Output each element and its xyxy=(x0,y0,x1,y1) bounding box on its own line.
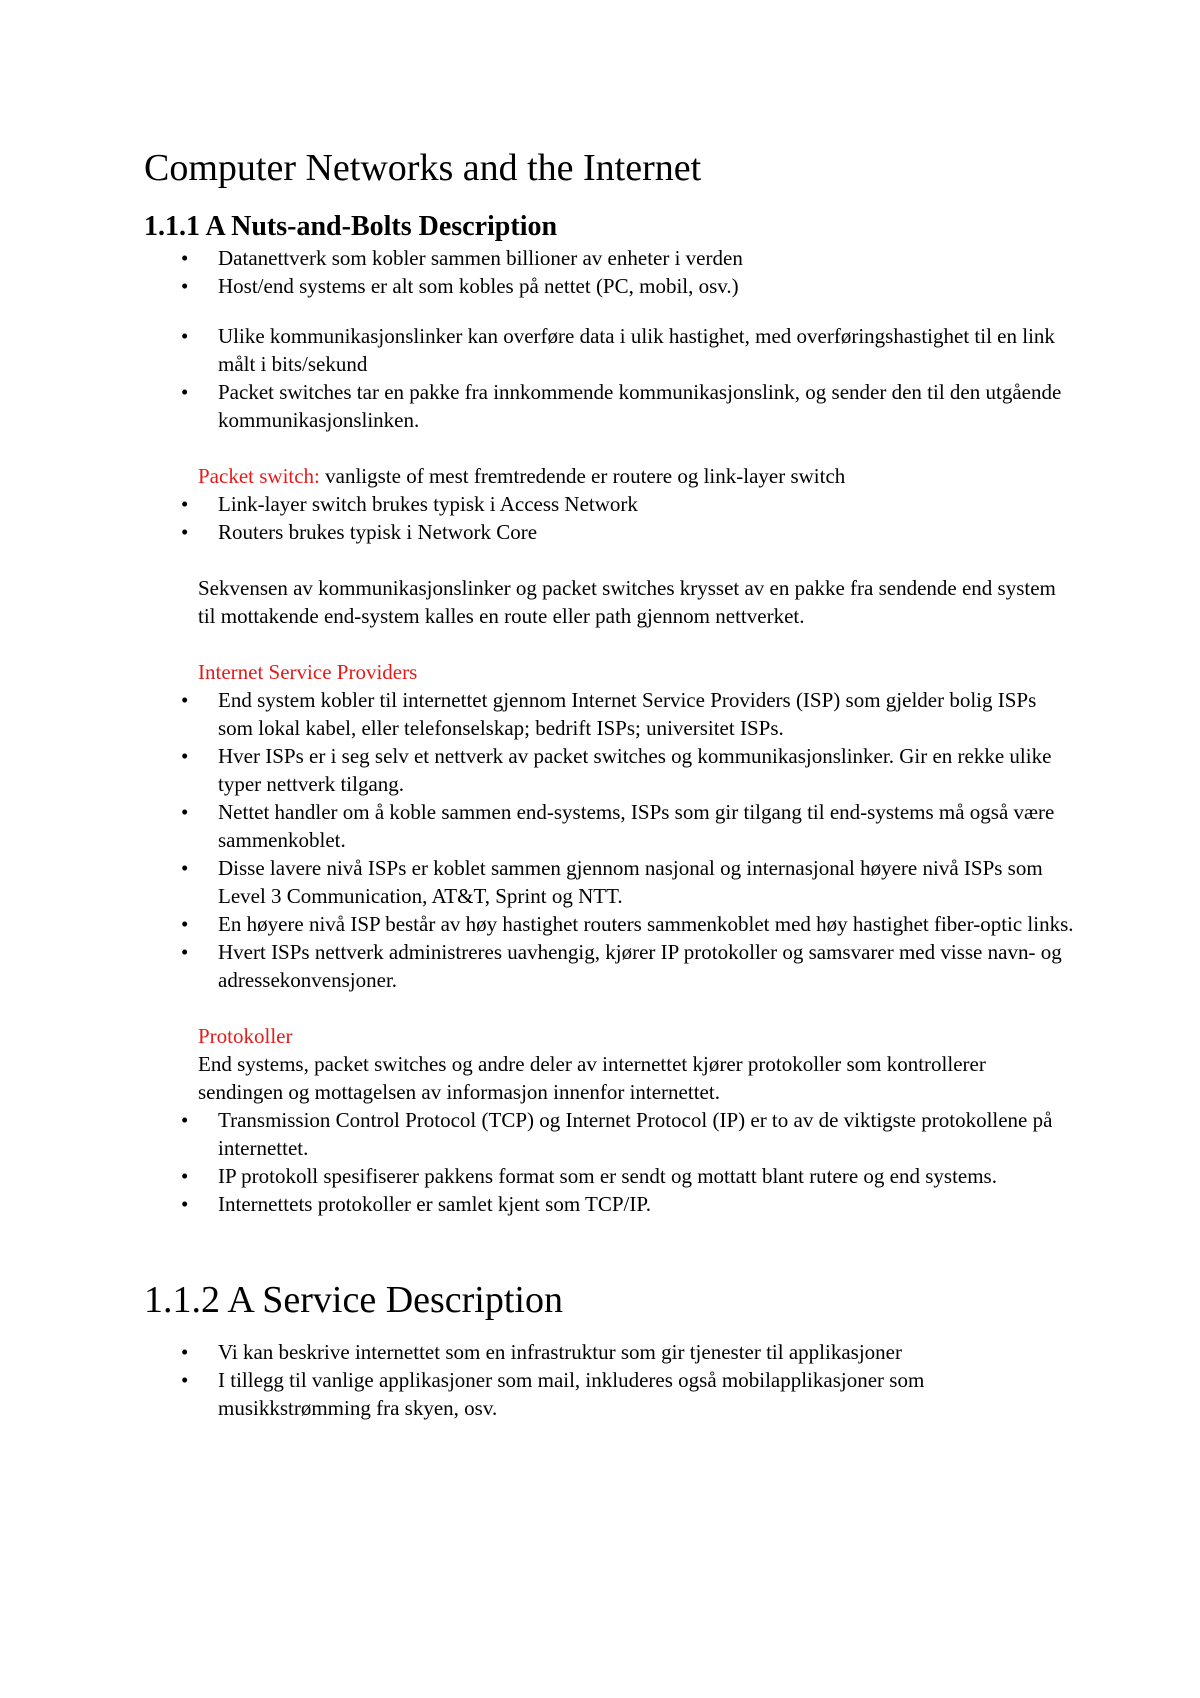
list-item xyxy=(144,910,1074,938)
bullet-icon: • xyxy=(181,492,189,516)
bullet-icon: • xyxy=(181,1192,189,1216)
spacer xyxy=(144,546,1074,574)
list-item xyxy=(144,1162,1074,1190)
section-heading-1-1-2: 1.1.2 A Service Description xyxy=(144,1279,563,1321)
bullet-icon: • xyxy=(181,380,189,404)
list-item xyxy=(144,1190,1074,1218)
page-title: Computer Networks and the Internet xyxy=(144,147,702,189)
spacer xyxy=(144,434,1074,462)
list-item xyxy=(144,1338,1074,1366)
bullet-icon: • xyxy=(181,744,189,768)
protocol-paragraph: End systems, packet switches og andre deler av internettet kjører protokoller som kontrollerer sendingen og mottagelsen av informasjon innenfor internettet. xyxy=(198,1052,986,1104)
list-item-text: Vi kan beskrive internettet som en infrastruktur som gir tjenester til applikasjoner xyxy=(218,1340,902,1364)
list-item-text: Nettet handler om å koble sammen end-systems, ISPs som gir tilgang til end-systems må også være sammenkoblet. xyxy=(218,800,1055,852)
bullet-icon: • xyxy=(181,274,189,298)
packet-switch-text: vanligste of mest fremtredende er routere og link-layer switch xyxy=(319,464,846,488)
bullet-icon: • xyxy=(181,856,189,880)
bullet-icon: • xyxy=(181,1368,189,1392)
list-item xyxy=(144,686,1074,742)
list-item xyxy=(144,272,1074,300)
bullet-icon: • xyxy=(181,520,189,544)
list-item xyxy=(144,1106,1074,1162)
spacer xyxy=(144,630,1074,658)
list-item-text: Packet switches tar en pakke fra innkommende kommunikasjonslink, og sender den til den utgående kommunikasjonslinken. xyxy=(218,380,1062,432)
list-item-text: Ulike kommunikasjonslinker kan overføre data i ulik hastighet, med overføringshastighet til en link målt i bits/sekund xyxy=(218,324,1055,376)
bullet-icon: • xyxy=(181,912,189,936)
spacer xyxy=(144,300,1074,322)
bullet-icon: • xyxy=(181,324,189,348)
list-item-text: Hver ISPs er i seg selv et nettverk av packet switches og kommunikasjonslinker. Gir en rekke ulike typer nettverk tilgang. xyxy=(218,744,1052,796)
list-item xyxy=(144,854,1074,910)
bullet-icon: • xyxy=(181,688,189,712)
list-item-text: IP protokoll spesifiserer pakkens format som er sendt og mottatt blant rutere og end systems. xyxy=(218,1164,997,1188)
bullet-icon: • xyxy=(181,800,189,824)
spacer xyxy=(144,1218,1074,1276)
bullet-list-isp xyxy=(144,686,1074,994)
bullet-list-service xyxy=(144,1338,1074,1422)
document-content xyxy=(144,138,1074,1422)
bullet-list-intro xyxy=(144,244,1074,300)
list-item-text: Host/end systems er alt som kobles på nettet (PC, mobil, osv.) xyxy=(218,274,739,298)
list-item-text: Datanettverk som kobler sammen billioner av enheter i verden xyxy=(218,246,743,270)
isp-label: Internet Service Providers xyxy=(198,660,418,684)
bullet-icon: • xyxy=(181,1164,189,1188)
list-item-text: End system kobler til internettet gjennom Internet Service Providers (ISP) som gjelder bolig ISPs som lokal kabel, eller telefonselskap; bedrift ISPs; universitet ISPs. xyxy=(218,688,1037,740)
bullet-icon: • xyxy=(181,1340,189,1364)
list-item xyxy=(144,938,1074,994)
list-item xyxy=(144,1366,1074,1422)
list-item xyxy=(144,518,1074,546)
list-item xyxy=(144,798,1074,854)
list-item-text: I tillegg til vanlige applikasjoner som mail, inkluderes også mobilapplikasjoner som musikkstrømming fra skyen, osv. xyxy=(218,1368,925,1420)
route-paragraph: Sekvensen av kommunikasjonslinker og packet switches krysset av en pakke fra sendende end system til mottakende end-system kalles en route eller path gjennom nettverket. xyxy=(198,576,1056,628)
bullet-icon: • xyxy=(181,246,189,270)
packet-switch-label: Packet switch: xyxy=(198,464,320,488)
list-item-text: En høyere nivå ISP består av høy hastighet routers sammenkoblet med høy hastighet fiber-optic links. xyxy=(218,912,1074,936)
list-item xyxy=(144,244,1074,272)
list-item-text: Link-layer switch brukes typisk i Access Network xyxy=(218,492,638,516)
bullet-list-protocols xyxy=(144,1106,1074,1218)
bullet-icon: • xyxy=(181,940,189,964)
list-item xyxy=(144,490,1074,518)
list-item xyxy=(144,322,1074,378)
bullet-list-links xyxy=(144,322,1074,434)
list-item-text: Hvert ISPs nettverk administreres uavhengig, kjører IP protokoller og samsvarer med visse navn- og adressekonvensjoner. xyxy=(218,940,1062,992)
list-item-text: Routers brukes typisk i Network Core xyxy=(218,520,538,544)
section-heading-1-1-1: 1.1.1 A Nuts-and-Bolts Description xyxy=(144,211,558,242)
list-item-text: Transmission Control Protocol (TCP) og Internet Protocol (IP) er to av de viktigste protokollene på internettet. xyxy=(218,1108,1053,1160)
list-item xyxy=(144,378,1074,434)
bullet-list-switches xyxy=(144,490,1074,546)
packet-switch-paragraph xyxy=(198,462,1074,490)
list-item-text: Disse lavere nivå ISPs er koblet sammen gjennom nasjonal og internasjonal høyere nivå ISPs som Level 3 Communication, AT&T, Sprint og NTT. xyxy=(218,856,1043,908)
bullet-icon: • xyxy=(181,1108,189,1132)
list-item xyxy=(144,742,1074,798)
list-item-text: Internettets protokoller er samlet kjent som TCP/IP. xyxy=(218,1192,651,1216)
spacer xyxy=(144,994,1074,1022)
protocol-label: Protokoller xyxy=(198,1024,293,1048)
